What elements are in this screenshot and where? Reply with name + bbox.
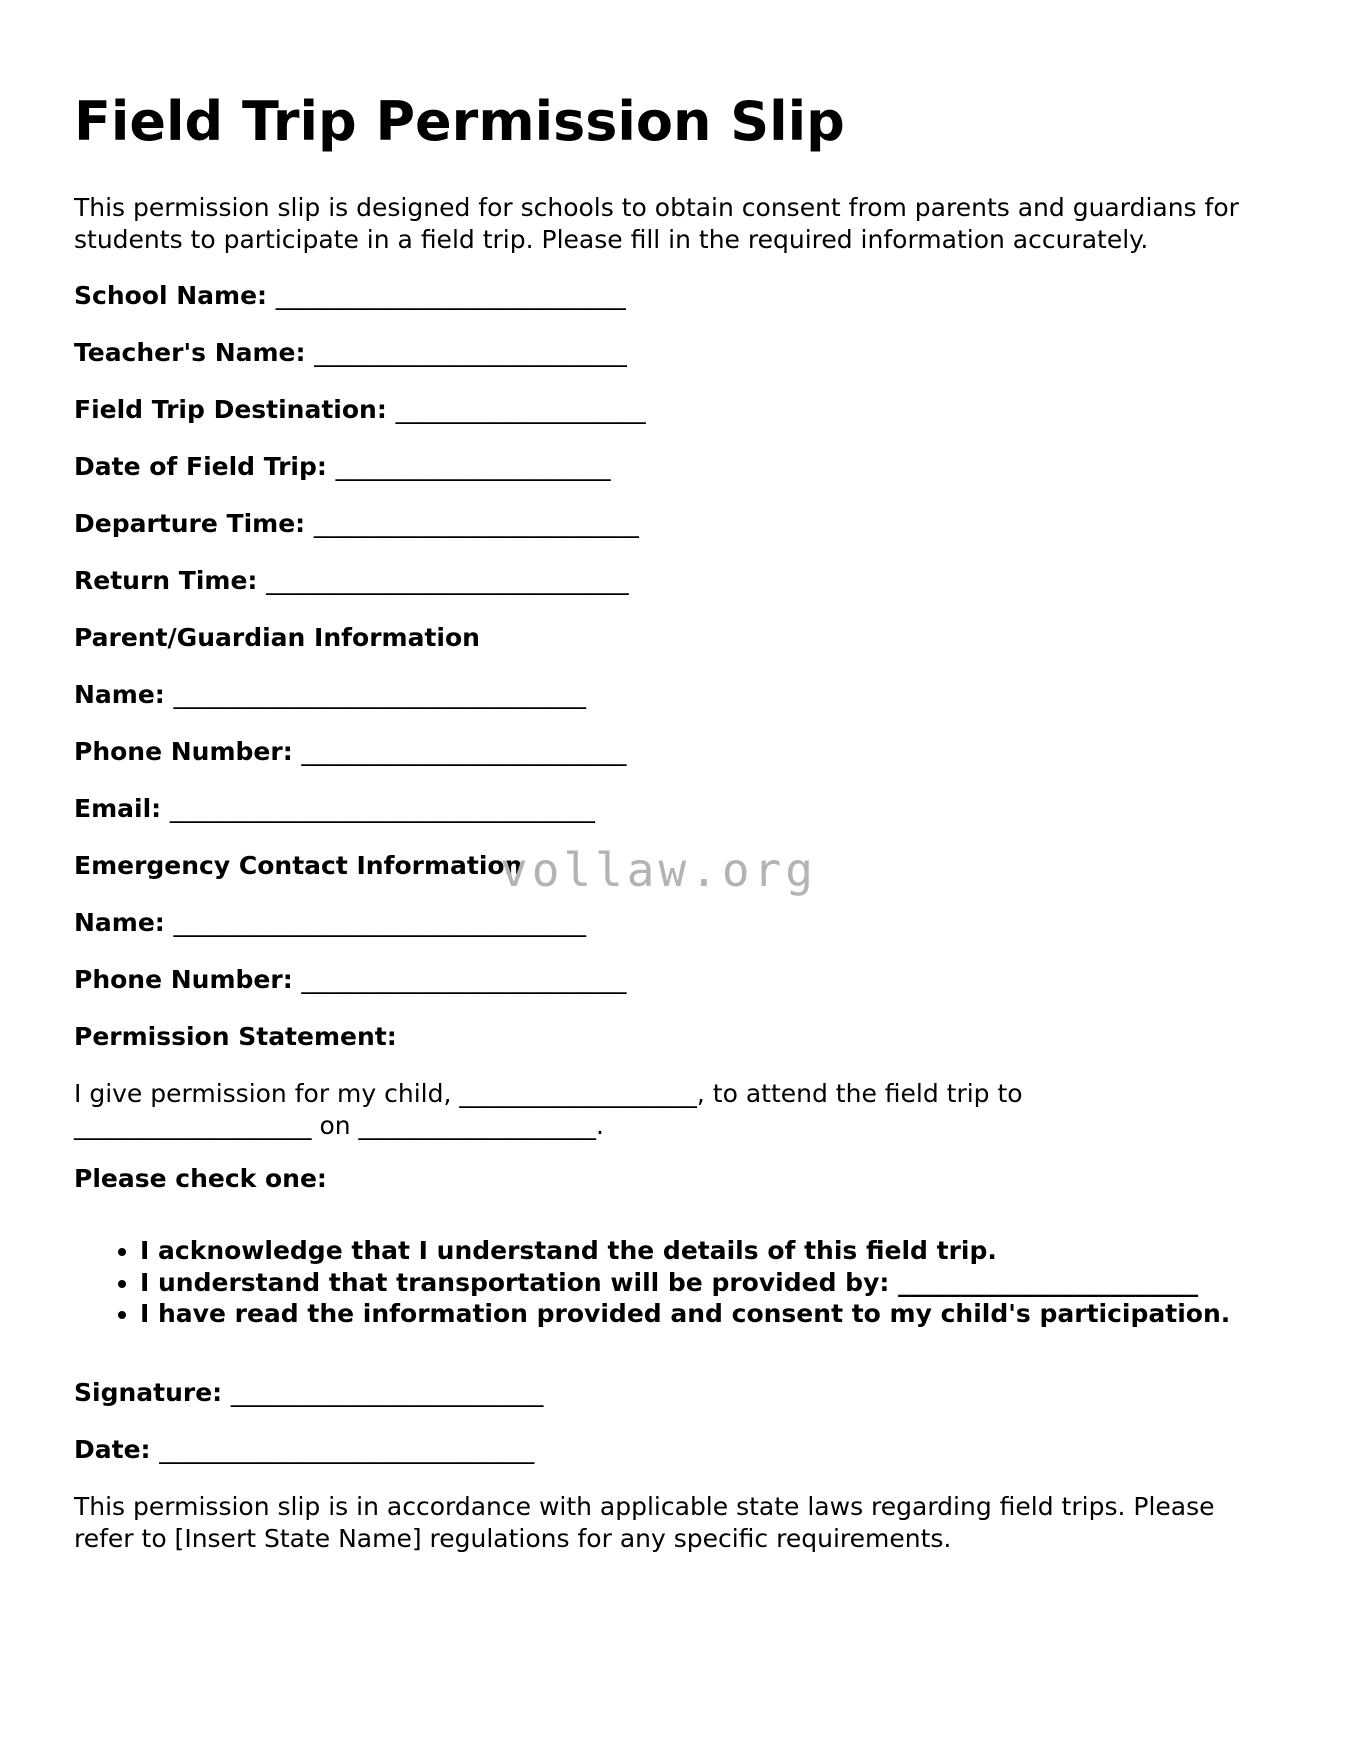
signature-label: Signature: xyxy=(74,1378,223,1407)
intro-paragraph: This permission slip is designed for schools to obtain consent from parents and guardians for students to participate in a field trip. Please fill in the required information accurately. xyxy=(74,193,1239,254)
emergency-name-blank[interactable]: _________________________________ xyxy=(173,908,587,937)
school-name-field xyxy=(74,280,626,312)
parent-name-blank[interactable]: _________________________________ xyxy=(173,680,587,709)
signature-blank[interactable]: _________________________ xyxy=(230,1378,544,1407)
check-option-consent[interactable]: • I have read the information provided and consent to my child's participation. xyxy=(140,1298,1274,1330)
signature-field xyxy=(74,1377,543,1409)
destination-field xyxy=(74,394,646,426)
check-option-acknowledge[interactable]: • I acknowledge that I understand the details of this field trip. xyxy=(140,1235,1274,1267)
departure-time-field xyxy=(74,508,639,540)
destination-blank[interactable]: ____________________ xyxy=(395,395,646,424)
parent-phone-field xyxy=(74,736,626,768)
return-time-label: Return Time: xyxy=(74,566,258,595)
emergency-section-heading: Emergency Contact Information xyxy=(74,851,523,880)
trip-date-blank[interactable]: ______________________ xyxy=(335,452,611,481)
emergency-phone-label: Phone Number: xyxy=(74,965,293,994)
parent-section-heading: Parent/Guardian Information xyxy=(74,623,480,652)
watermark-text: vollaw.org xyxy=(500,843,817,897)
parent-name-field xyxy=(74,679,586,711)
date-field xyxy=(74,1434,534,1466)
page-title: Field Trip Permission Slip xyxy=(74,90,845,153)
departure-time-label: Departure Time: xyxy=(74,509,306,538)
teacher-name-label: Teacher's Name: xyxy=(74,338,306,367)
departure-time-blank[interactable]: __________________________ xyxy=(313,509,639,538)
parent-phone-blank[interactable]: __________________________ xyxy=(301,737,627,766)
emergency-phone-field xyxy=(74,964,626,996)
teacher-name-field xyxy=(74,337,627,369)
school-name-blank[interactable]: ____________________________ xyxy=(275,281,626,310)
emergency-name-field xyxy=(74,907,586,939)
check-option-transportation[interactable]: • I understand that transportation will be provided by: ________________________ xyxy=(140,1267,1274,1299)
check-one-heading: Please check one: xyxy=(74,1164,327,1193)
parent-email-label: Email: xyxy=(74,794,162,823)
trip-date-field xyxy=(74,451,611,483)
trip-date-label: Date of Field Trip: xyxy=(74,452,327,481)
parent-phone-label: Phone Number: xyxy=(74,737,293,766)
return-time-field xyxy=(74,565,629,597)
teacher-name-blank[interactable]: _________________________ xyxy=(314,338,627,367)
destination-label: Field Trip Destination: xyxy=(74,395,387,424)
school-name-label: School Name: xyxy=(74,281,268,310)
date-label: Date: xyxy=(74,1435,151,1464)
return-time-blank[interactable]: _____________________________ xyxy=(266,566,629,595)
date-blank[interactable]: ______________________________ xyxy=(159,1435,535,1464)
check-options-list xyxy=(74,1235,1274,1330)
emergency-phone-blank[interactable]: __________________________ xyxy=(301,965,627,994)
parent-email-field xyxy=(74,793,595,825)
parent-email-blank[interactable]: __________________________________ xyxy=(169,794,595,823)
parent-name-label: Name: xyxy=(74,680,165,709)
footer-paragraph: This permission slip is in accordance with applicable state laws regarding field trips. Please refer to [Insert State Name] regulations for any specific requirements. xyxy=(74,1492,1215,1553)
permission-heading: Permission Statement: xyxy=(74,1022,397,1051)
emergency-name-label: Name: xyxy=(74,908,165,937)
permission-statement: I give permission for my child, ___________________, to attend the field trip to ___________________ on ___________________. xyxy=(74,1079,1023,1140)
